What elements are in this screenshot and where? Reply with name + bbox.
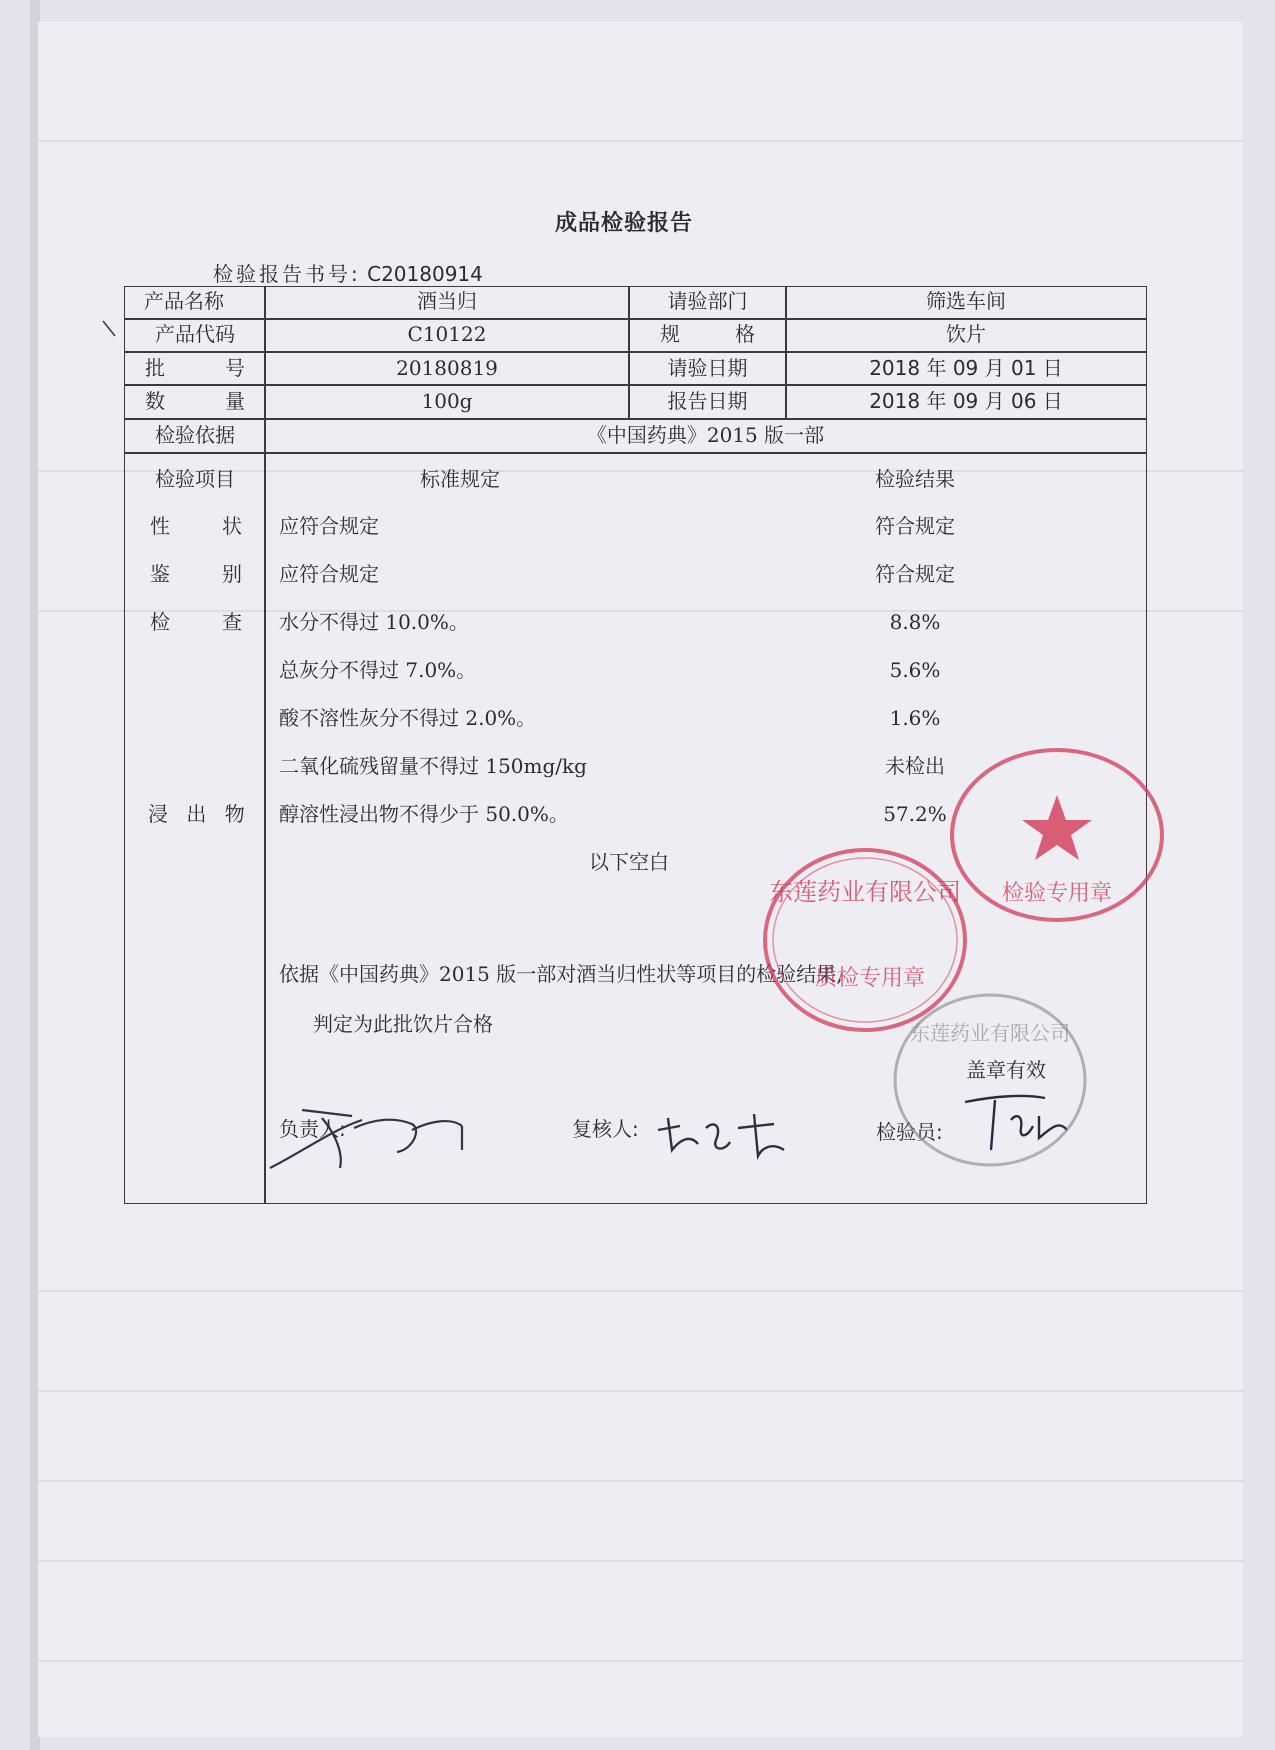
test-item-part: 查 (222, 610, 242, 634)
report-number (213, 258, 483, 287)
test-standard: 二氧化硫残留量不得过 150mg/kg (279, 754, 587, 778)
report-number-label: 检验报告书号: (213, 262, 361, 286)
basis-label: 检验依据 (155, 423, 235, 447)
test-standard: 水分不得过 10.0%。 (279, 610, 469, 634)
spec-value: 饮片 (946, 322, 986, 346)
qty-value: 100g (421, 389, 473, 413)
test-item (150, 510, 242, 543)
dept-value: 筛选车间 (926, 289, 1006, 313)
request-date-value: 2018 年 09 月 01 日 (869, 356, 1063, 380)
request-date-label: 请验日期 (667, 356, 748, 380)
dept-label: 请验部门 (667, 289, 748, 313)
test-standard: 应符合规定 (279, 562, 379, 586)
col-result-header: 检验结果 (875, 467, 955, 491)
scan-band (38, 140, 1243, 142)
stamp-a-sub: 质检专用章 (814, 966, 926, 991)
product-code-value: C10122 (407, 322, 487, 346)
scan-band (38, 1480, 1243, 1482)
spec-label-part: 规 (660, 322, 680, 346)
basis-value: 《中国药典》2015 版一部 (586, 423, 825, 447)
reviewer-label: 复核人: (572, 1117, 639, 1141)
test-result: 符合规定 (875, 514, 955, 538)
batch-label-part: 号 (225, 356, 245, 380)
batch-label (145, 352, 245, 385)
test-standard: 酸不溶性灰分不得过 2.0%。 (279, 706, 537, 730)
test-item-part: 鉴 (150, 562, 170, 586)
test-standard: 总灰分不得过 7.0%。 (279, 658, 477, 682)
report-number-value: C20180914 (367, 262, 483, 286)
scan-band (38, 1290, 1243, 1292)
batch-value: 20180819 (396, 356, 498, 380)
table-rule (124, 452, 1147, 454)
qty-label-part: 量 (225, 389, 245, 413)
scan-band (38, 1560, 1243, 1562)
test-item-part: 别 (222, 562, 242, 586)
test-result: 符合规定 (875, 562, 955, 586)
test-item-part: 性 (150, 514, 170, 538)
test-item-part: 检 (150, 610, 170, 634)
report-date-value: 2018 年 09 月 06 日 (869, 389, 1063, 413)
test-result: 57.2% (883, 802, 947, 826)
seal-note: 盖章有效 (966, 1058, 1046, 1082)
test-result: 1.6% (889, 706, 941, 730)
product-code-label: 产品代码 (155, 322, 235, 346)
test-item (150, 558, 242, 591)
spec-label-part: 格 (735, 322, 755, 346)
test-item: 浸 出 物 (148, 802, 251, 826)
test-item (150, 606, 242, 639)
test-result: 未检出 (885, 754, 945, 778)
stamp-a-text: 东莲药业有限公司 (769, 878, 961, 906)
conclusion-line-2: 判定为此批饮片合格 (313, 1012, 493, 1036)
responsible-label: 负责人: (279, 1117, 346, 1141)
table-rule (265, 888, 1147, 890)
stamp-b-text: 检验专用章 (1001, 881, 1113, 906)
qty-label (145, 385, 245, 418)
test-item-part: 状 (222, 514, 242, 538)
test-result: 8.8% (889, 610, 941, 634)
scan-band (38, 1390, 1243, 1392)
report-title: 成品检验报告 (555, 211, 694, 236)
product-name-label: 产品名称 (144, 289, 224, 313)
col-standard-header: 标准规定 (420, 467, 500, 491)
test-standard: 应符合规定 (279, 514, 379, 538)
spec-label (660, 318, 755, 351)
test-result: 5.6% (889, 658, 941, 682)
conclusion-line-1: 依据《中国药典》2015 版一部对酒当归性状等项目的检验结果, (279, 962, 843, 986)
stamp-c-text: 东莲药业有限公司 (910, 1021, 1070, 1045)
product-name-value: 酒当归 (417, 289, 477, 313)
blank-note: 以下空白 (589, 850, 669, 874)
scan-band (38, 1660, 1243, 1662)
qty-label-part: 数 (145, 389, 165, 413)
col-item-header: 检验项目 (155, 467, 235, 491)
batch-label-part: 批 (145, 356, 165, 380)
inspector-label: 检验员: (876, 1120, 943, 1144)
test-standard: 醇溶性浸出物不得少于 50.0%。 (279, 802, 569, 826)
report-date-label: 报告日期 (667, 389, 748, 413)
